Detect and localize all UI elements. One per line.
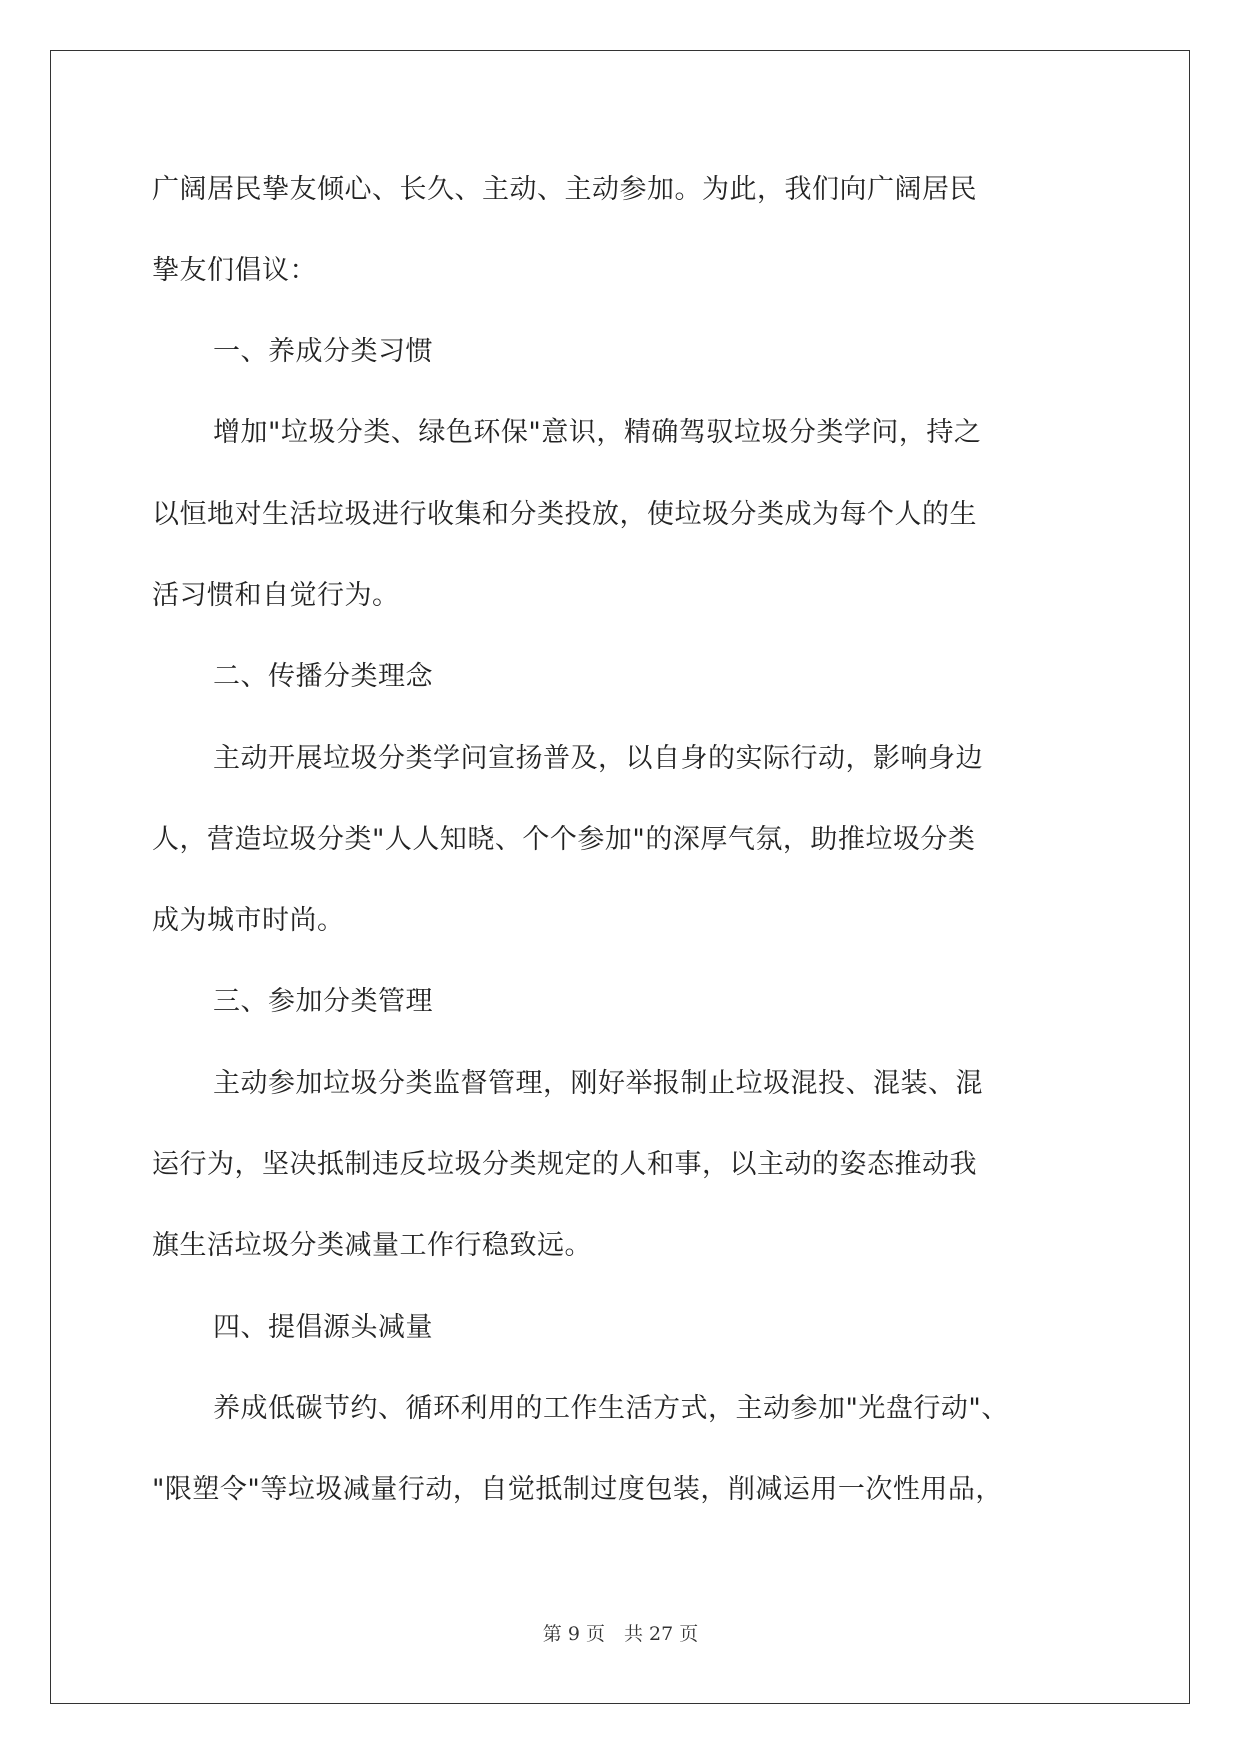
body-line-4: 增加"垃圾分类、绿色环保"意识，精确驾驭垃圾分类学问，持之	[213, 417, 982, 448]
body-line-13: 运行为，坚决抵制违反垃圾分类规定的人和事，以主动的姿态推动我	[152, 1149, 977, 1180]
body-line-1: 广阔居民挚友倾心、长久、主动、主动参加。为此，我们向广阔居民	[152, 174, 977, 205]
section-heading-2: 二、传播分类理念	[213, 661, 433, 692]
body-line-17: "限塑令"等垃圾减量行动，自觉抵制过度包装，削减运用一次性用品，	[152, 1474, 1003, 1505]
body-line-16: 养成低碳节约、循环利用的工作生活方式，主动参加"光盘行动"、	[213, 1393, 1009, 1424]
body-line-5: 以恒地对生活垃圾进行收集和分类投放，使垃圾分类成为每个人的生	[152, 499, 977, 530]
body-line-12: 主动参加垃圾分类监督管理，刚好举报制止垃圾混投、混装、混	[213, 1068, 983, 1099]
body-line-8: 主动开展垃圾分类学问宣扬普及，以自身的实际行动，影响身边	[213, 743, 983, 774]
body-line-10: 成为城市时尚。	[152, 905, 345, 936]
body-line-14: 旗生活垃圾分类减量工作行稳致远。	[152, 1230, 592, 1261]
body-line-2: 挚友们倡议：	[152, 255, 317, 286]
body-line-6: 活习惯和自觉行为。	[152, 580, 400, 611]
section-heading-1: 一、养成分类习惯	[213, 336, 433, 367]
section-heading-3: 三、参加分类管理	[213, 986, 433, 1017]
page-number-footer: 第 9 页 共 27 页	[542, 1623, 699, 1645]
section-heading-4: 四、提倡源头减量	[213, 1312, 433, 1343]
page-border	[50, 50, 1190, 1704]
body-line-9: 人，营造垃圾分类"人人知晓、个个参加"的深厚气氛，助推垃圾分类	[152, 824, 976, 855]
